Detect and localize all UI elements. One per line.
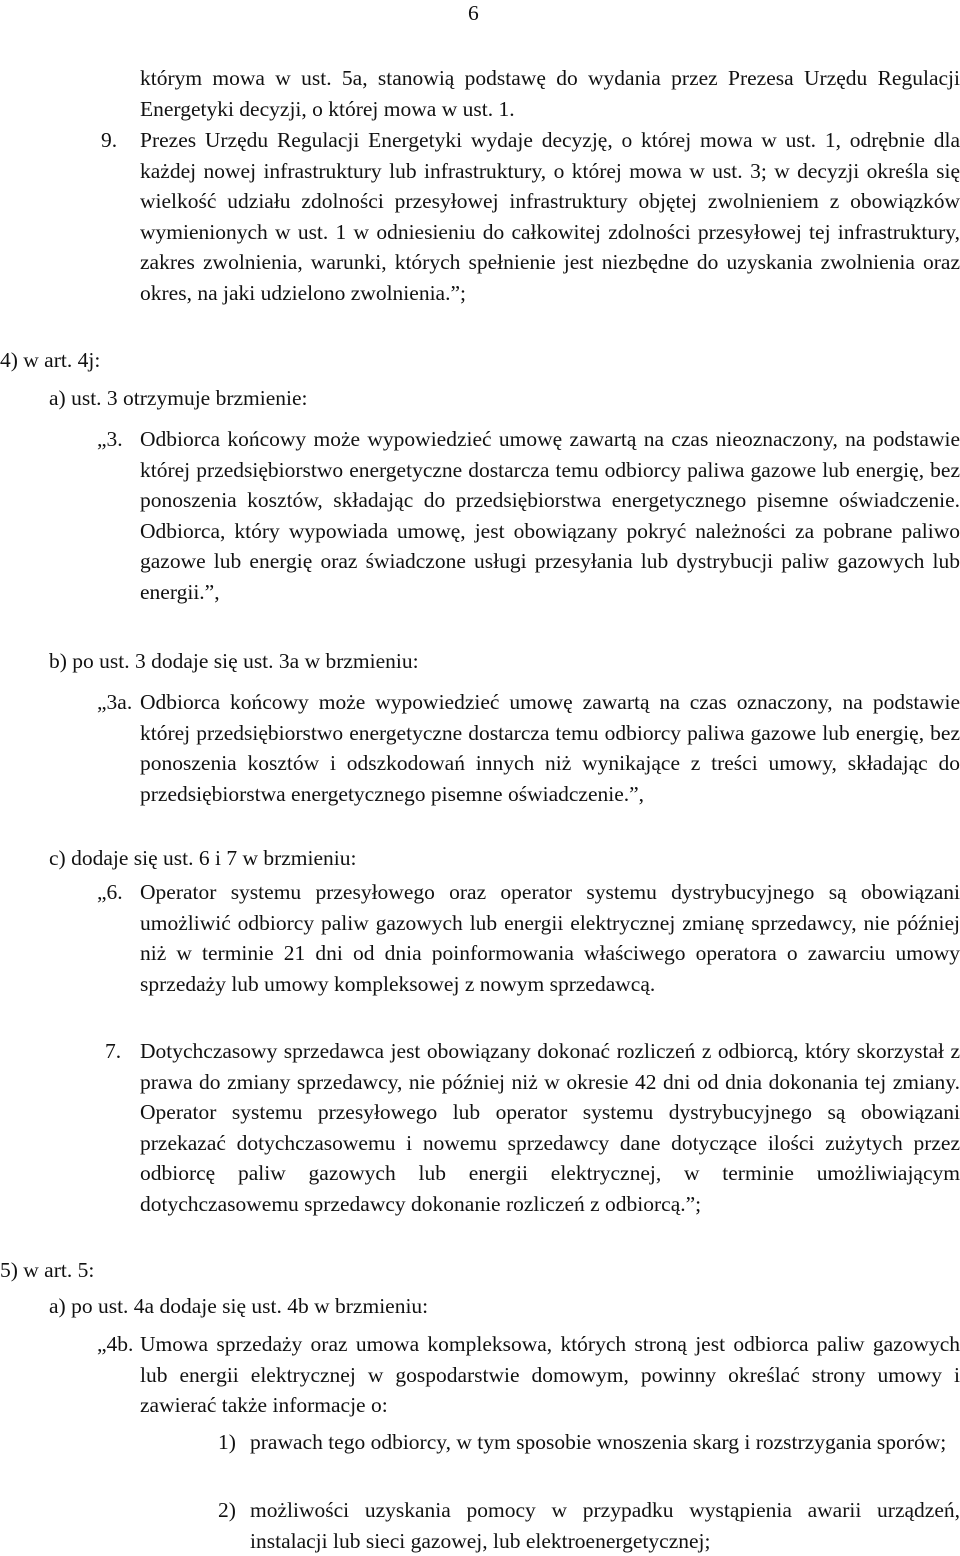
amendment-4-heading: 4) w art. 4j:	[0, 348, 101, 372]
amendment-5-a-heading: a) po ust. 4a dodaje się ust. 4b w brzmieniu:	[49, 1294, 429, 1318]
item-9-text: Prezes Urzędu Regulacji Energetyki wydaje decyzję, o której mowa w ust. 1, odrębnie dla każdej nowej infrastruktury lub infrastruktury, o której mowa w ust. 3; w decyzji określa się wielkość udziału zdolności przesyłowej infrastruktury objętej zwolnieniem z obowiązków wymienionych w ust. 1 w odniesieniu do całkowitej zdolności przesyłowej tej infrastruktury, zakres zwolnienia, warunki, których spełnienie jest niezbędne do uzyskania zwolnienia oraz okres, na jaki udzielono zwolnienia.”;	[140, 128, 960, 305]
ust-7-text: Dotychczasowy sprzedawca jest obowiązany dokonać rozliczeń z odbiorcą, który skorzystał z prawa do zmiany sprzedawcy, nie później niż w okresie 42 dni od dnia dokonania tej zmiany. Operator systemu przesyłowego lub operator systemu dystrybucyjnego są obowiązani przekazać dotychczasowemu i nowemu sprzedawcy dane dotyczące ilości zużytych przez odbiorcę paliw gazowych lub energii elektrycznej, w terminie umożliwiającym dotychczasowemu sprzedawcy dokonanie rozliczeń z odbiorcą.”;	[140, 1039, 960, 1216]
point-2-text: możliwości uzyskania pomocy w przypadku wystąpienia awarii urządzeń, instalacji lub sieci gazowej, lub elektroenergetycznej;	[250, 1498, 960, 1553]
point-2-number: 2)	[218, 1498, 236, 1522]
ust-3a-text: Odbiorca końcowy może wypowiedzieć umowę zawartą na czas oznaczony, na podstawie której przedsiębiorstwo energetyczne dostarcza temu odbiorcy paliwa gazowe lub energię, bez ponoszenia kosztów i odszkodowań innych niż wynikające z treści umowy, składając do przedsiębiorstwa energetycznego pisemne oświadczenie.”,	[140, 690, 960, 806]
ust-4b-number: „4b.	[97, 1332, 134, 1356]
amendment-5-heading: 5) w art. 5:	[0, 1258, 95, 1282]
point-1-text: prawach tego odbiorcy, w tym sposobie wnoszenia skarg i rozstrzygania sporów;	[250, 1430, 947, 1454]
ust-6-text: Operator systemu przesyłowego oraz operator systemu dystrybucyjnego są obowiązani umożliwić odbiorcy paliw gazowych lub energii elektrycznej zmianę sprzedawcy, nie później niż w terminie 21 dni od dnia poinformowania właściwego operatora o zawarciu umowy sprzedaży lub umowy kompleksowej z nowym sprzedawcą.	[140, 880, 960, 996]
page-number: 6	[468, 1, 479, 25]
paragraph-continuation-item-8: którym mowa w ust. 5a, stanowią podstawę do wydania przez Prezesa Urzędu Regulacji Energetyki decyzji, o której mowa w ust. 1.	[140, 66, 960, 121]
amendment-4-a-heading: a) ust. 3 otrzymuje brzmienie:	[49, 386, 308, 410]
amendment-4-b-heading: b) po ust. 3 dodaje się ust. 3a w brzmieniu:	[49, 649, 419, 673]
ust-7-number: 7.	[105, 1039, 122, 1063]
item-9-number: 9.	[101, 128, 118, 152]
point-1-number: 1)	[218, 1430, 236, 1454]
ust-3a-number: „3a.	[97, 690, 133, 714]
ust-3-text: Odbiorca końcowy może wypowiedzieć umowę zawartą na czas nieoznaczony, na podstawie której przedsiębiorstwo energetyczne dostarcza temu odbiorcy paliwa gazowe lub energię, bez ponoszenia kosztów, składając do przedsiębiorstwa energetycznego pisemne oświadczenie. Odbiorca, który wypowiada umowę, jest obowiązany pokryć należności za pobrane paliwo gazowe lub energię oraz świadczone usługi przesyłania lub dystrybucji paliw gazowych lub energii.”,	[140, 427, 960, 604]
ust-3-number: „3.	[97, 427, 123, 451]
amendment-4-c-heading: c) dodaje się ust. 6 i 7 w brzmieniu:	[49, 846, 357, 870]
ust-4b-text: Umowa sprzedaży oraz umowa kompleksowa, których stroną jest odbiorca paliw gazowych lub energii elektrycznej w gospodarstwie domowym, powinny określać strony umowy i zawierać także informacje o:	[140, 1332, 960, 1418]
ust-6-number: „6.	[97, 880, 123, 904]
